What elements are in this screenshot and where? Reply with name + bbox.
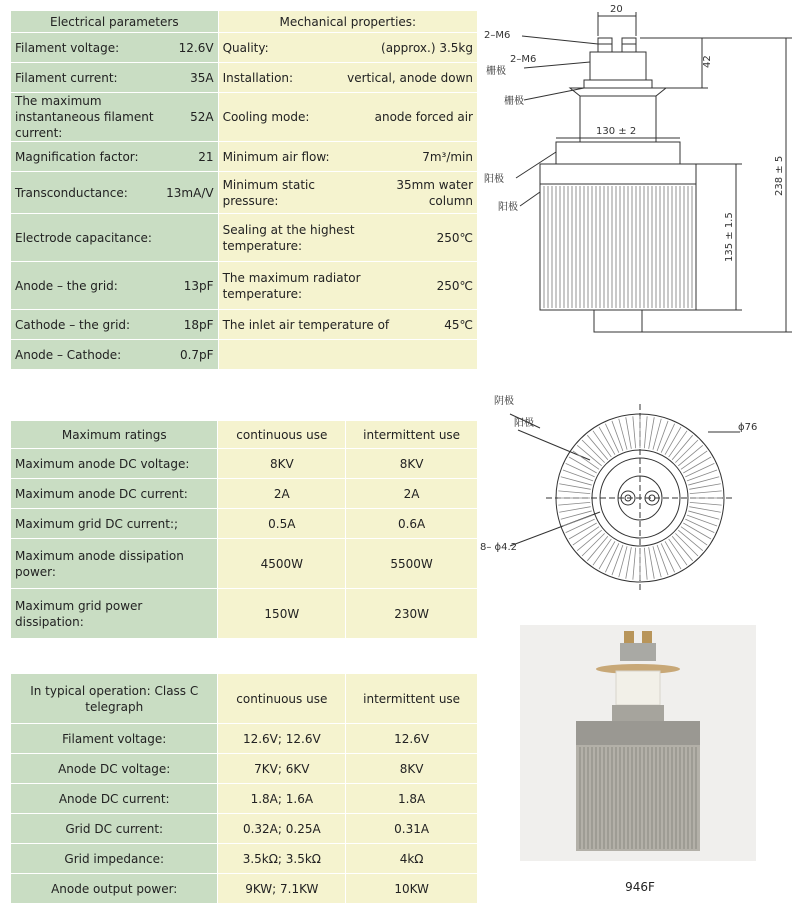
electrical-label: The maximum instantaneous filament current: <box>15 94 154 140</box>
mechanical-label: Installation: <box>222 70 294 85</box>
ratings-header: Maximum ratings <box>11 421 218 449</box>
typical-label: Grid DC current: <box>11 814 218 844</box>
ratings-label: Maximum grid power dissipation: <box>11 589 218 639</box>
top-view-drawing <box>480 380 800 612</box>
typical-label: Grid impedance: <box>11 844 218 874</box>
label-grid-1: 栅极 <box>486 66 506 77</box>
mechanical-value: vertical, anode down <box>347 70 473 85</box>
dim-135: 135 ± 1.5 <box>724 212 735 262</box>
ratings-label: Maximum anode dissipation power: <box>11 539 218 589</box>
mechanical-header: Mechanical properties: <box>218 11 477 33</box>
typical-continuous: 7KV; 6KV <box>218 754 346 784</box>
mechanical-value: 35mm water column <box>396 177 473 208</box>
ratings-continuous: 8KV <box>218 449 346 479</box>
electrical-label: Filament current: <box>15 70 118 85</box>
electrical-value: 18pF <box>183 317 214 332</box>
ratings-label: Maximum anode DC current: <box>11 479 218 509</box>
electrical-value: 35A <box>190 70 214 85</box>
typical-continuous: 3.5kΩ; 3.5kΩ <box>218 844 346 874</box>
ratings-label: Maximum grid DC current:; <box>11 509 218 539</box>
typical-intermittent: 10KW <box>346 874 478 904</box>
typical-label: Anode output power: <box>11 874 218 904</box>
dim-diameter-76: ϕ76 <box>738 422 758 433</box>
typical-header: In typical operation: Class C telegraph <box>11 674 218 724</box>
ratings-intermittent: 5500W <box>346 539 478 589</box>
dim-holes: 8– ϕ4.2 <box>480 542 518 553</box>
label-2m6-b: 2–M6 <box>510 54 537 65</box>
mechanical-value: (approx.) 3.5kg <box>381 40 473 55</box>
mechanical-value: anode forced air <box>374 110 473 124</box>
parameters-table <box>10 10 478 370</box>
tube-photo <box>520 625 756 861</box>
ratings-table <box>10 420 478 639</box>
typical-label: Filament voltage: <box>11 724 218 754</box>
mechanical-value: 250℃ <box>436 230 473 245</box>
ratings-header: continuous use <box>218 421 346 449</box>
mechanical-label: Sealing at the highest temperature: <box>222 222 355 253</box>
typical-label: Anode DC voltage: <box>11 754 218 784</box>
label-cathode: 阴极 <box>494 396 514 407</box>
mechanical-value: 250℃ <box>436 278 473 293</box>
electrical-label: Cathode – the grid: <box>15 317 131 332</box>
dim-42: 42 <box>702 55 713 68</box>
tube-illustration <box>520 625 756 861</box>
electrical-label: Transconductance: <box>15 185 128 200</box>
electrical-header: Electrical parameters <box>11 11 219 33</box>
typical-intermittent: 4kΩ <box>346 844 478 874</box>
electrical-value: 0.7pF <box>179 347 214 362</box>
electrical-label: Filament voltage: <box>15 40 120 55</box>
typical-label: Anode DC current: <box>11 784 218 814</box>
side-view-drawing <box>480 0 800 345</box>
photo-caption: 946F <box>625 880 655 894</box>
electrical-value: 21 <box>198 149 214 164</box>
typical-intermittent: 1.8A <box>346 784 478 814</box>
electrical-label: Magnification factor: <box>15 149 139 164</box>
typical-continuous: 1.8A; 1.6A <box>218 784 346 814</box>
mechanical-label: Minimum air flow: <box>222 149 330 164</box>
mechanical-label: Minimum static pressure: <box>222 177 315 208</box>
typical-intermittent: 0.31A <box>346 814 478 844</box>
label-anode: 阳极 <box>514 418 534 429</box>
ratings-continuous: 150W <box>218 589 346 639</box>
ratings-label: Maximum anode DC voltage: <box>11 449 218 479</box>
electrical-value: 12.6V <box>178 40 214 55</box>
ratings-intermittent: 2A <box>346 479 478 509</box>
dim-130: 130 ± 2 <box>596 126 637 137</box>
label-grid-2: 栅极 <box>504 96 524 107</box>
mechanical-label: Quality: <box>222 40 269 55</box>
typical-continuous: 9KW; 7.1KW <box>218 874 346 904</box>
dim-238: 238 ± 5 <box>774 155 785 196</box>
dim-width-20: 20 <box>610 4 623 15</box>
ratings-continuous: 4500W <box>218 539 346 589</box>
mechanical-label: The inlet air temperature of <box>222 317 390 332</box>
mechanical-label: The maximum radiator temperature: <box>222 270 361 301</box>
ratings-intermittent: 230W <box>346 589 478 639</box>
electrical-label: Anode – the grid: <box>15 278 118 293</box>
typical-header: continuous use <box>218 674 346 724</box>
ratings-continuous: 2A <box>218 479 346 509</box>
electrical-value: 52A <box>190 110 214 124</box>
typical-header: intermittent use <box>346 674 478 724</box>
typical-intermittent: 8KV <box>346 754 478 784</box>
label-anode-2: 阳极 <box>498 202 518 213</box>
electrical-label: Anode – Cathode: <box>15 347 122 362</box>
electrical-value: 13pF <box>183 278 214 293</box>
mechanical-value: 45℃ <box>444 317 473 332</box>
electrical-label: Electrode capacitance: <box>15 230 152 245</box>
ratings-intermittent: 8KV <box>346 449 478 479</box>
ratings-intermittent: 0.6A <box>346 509 478 539</box>
ratings-header: intermittent use <box>346 421 478 449</box>
mechanical-value: 7m³/min <box>422 149 473 164</box>
typical-intermittent: 12.6V <box>346 724 478 754</box>
typical-table <box>10 673 478 904</box>
label-2m6-a: 2–M6 <box>484 30 511 41</box>
mechanical-label: Cooling mode: <box>222 110 310 124</box>
ratings-continuous: 0.5A <box>218 509 346 539</box>
label-anode-1: 阳极 <box>484 174 504 185</box>
typical-continuous: 0.32A; 0.25A <box>218 814 346 844</box>
typical-continuous: 12.6V; 12.6V <box>218 724 346 754</box>
electrical-value: 13mA/V <box>166 185 214 200</box>
